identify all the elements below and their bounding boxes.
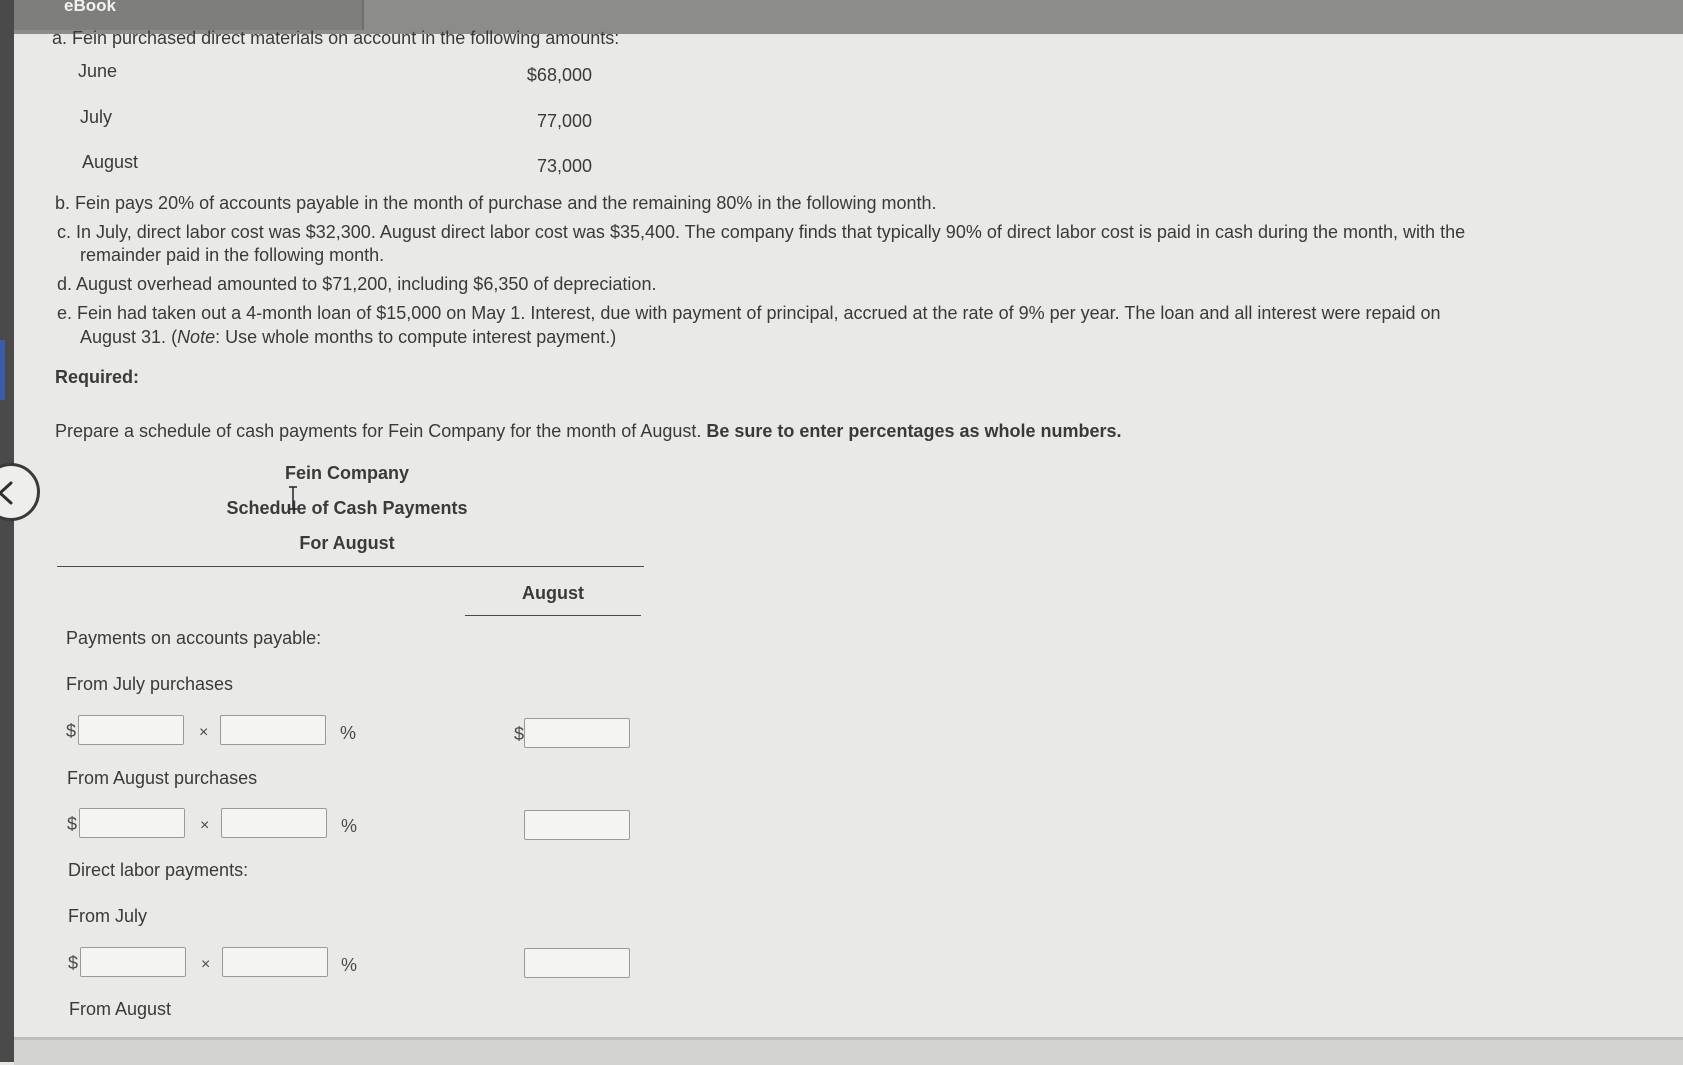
schedule-period: For August bbox=[299, 533, 395, 553]
section-payments-accounts-payable: Payments on accounts payable: bbox=[66, 628, 322, 648]
july-labor-percent-input[interactable] bbox=[222, 947, 328, 977]
percent-sign: % bbox=[341, 955, 358, 975]
july-purchases-total-input[interactable] bbox=[524, 718, 630, 748]
text-cursor-icon bbox=[287, 485, 299, 511]
july-labor-amount-input[interactable] bbox=[80, 947, 186, 977]
part-e-text-line2 bbox=[80, 326, 616, 348]
part-e-line2-suffix: : Use whole months to compute interest payment.) bbox=[215, 327, 617, 347]
column-header-rule bbox=[465, 615, 641, 616]
dollar-sign: $ bbox=[68, 953, 79, 973]
section-direct-labor-payments: Direct labor payments: bbox=[68, 860, 249, 880]
ebook-tab-label: eBook bbox=[64, 0, 116, 15]
label-from-july: From July bbox=[68, 906, 148, 926]
materials-month-july: July bbox=[80, 107, 113, 127]
label-from-august: From August bbox=[69, 999, 172, 1019]
materials-amount-july: 77,000 bbox=[536, 111, 592, 131]
percent-sign: % bbox=[341, 816, 358, 836]
multiply-sign: × bbox=[200, 817, 210, 834]
materials-month-june: June bbox=[78, 61, 118, 81]
part-e-line2-prefix: August 31. ( bbox=[80, 327, 178, 347]
materials-amount-june: $68,000 bbox=[526, 65, 592, 85]
part-e-text-line1: e. Fein had taken out a 4-month loan of $15,000 on May 1. Interest, due with payment of principal, accrued at the rate of 9% per year. The loan and all interest were repaid on bbox=[57, 303, 1441, 323]
ebook-tab[interactable] bbox=[0, 0, 364, 30]
label-from-july-purchases: From July purchases bbox=[66, 674, 234, 694]
required-instruction-text: Prepare a schedule of cash payments for Fein Company for the month of August. bbox=[55, 421, 702, 441]
july-purchases-percent-input[interactable] bbox=[220, 715, 326, 745]
left-edge-accent bbox=[0, 340, 5, 400]
schedule-title: Schedule of Cash Payments bbox=[226, 498, 468, 518]
part-e-note: Note bbox=[177, 327, 216, 347]
dollar-sign: $ bbox=[66, 721, 77, 741]
column-header-august: August bbox=[522, 583, 584, 603]
august-purchases-total-input[interactable] bbox=[524, 810, 630, 840]
required-instruction-bold: Be sure to enter percentages as whole numbers. bbox=[706, 421, 1122, 441]
materials-amount-august: 73,000 bbox=[536, 156, 592, 176]
part-c-text-line1: c. In July, direct labor cost was $32,300. August direct labor cost was $35,400. The company finds that typically 90% of direct labor cost is paid in cash during the month, with the bbox=[57, 222, 1466, 242]
materials-month-august: August bbox=[82, 152, 139, 172]
percent-sign: % bbox=[340, 723, 357, 743]
part-a-intro: a. Fein purchased direct materials on account in the following amounts: bbox=[52, 28, 620, 48]
part-b-text: b. Fein pays 20% of accounts payable in the month of purchase and the remaining 80% in the following month. bbox=[55, 193, 937, 213]
multiply-sign: × bbox=[201, 956, 211, 973]
label-from-august-purchases: From August purchases bbox=[67, 768, 258, 788]
left-edge-strip bbox=[0, 0, 14, 1062]
part-c-text-line2: remainder paid in the following month. bbox=[80, 245, 385, 265]
dollar-sign: $ bbox=[67, 814, 78, 834]
july-purchases-amount-input[interactable] bbox=[78, 715, 184, 745]
july-labor-total-input[interactable] bbox=[524, 948, 630, 978]
chevron-left-icon bbox=[0, 480, 17, 506]
august-purchases-amount-input[interactable] bbox=[79, 808, 185, 838]
dollar-sign: $ bbox=[514, 724, 525, 744]
august-purchases-percent-input[interactable] bbox=[221, 808, 327, 838]
schedule-header-rule bbox=[57, 566, 644, 567]
part-d-text: d. August overhead amounted to $71,200, including $6,350 of depreciation. bbox=[57, 274, 657, 294]
multiply-sign: × bbox=[199, 724, 209, 741]
bottom-scroll-bar[interactable] bbox=[14, 1037, 1683, 1065]
schedule-company-name: Fein Company bbox=[284, 463, 409, 483]
required-heading: Required: bbox=[55, 367, 140, 387]
required-instruction bbox=[55, 420, 1122, 442]
